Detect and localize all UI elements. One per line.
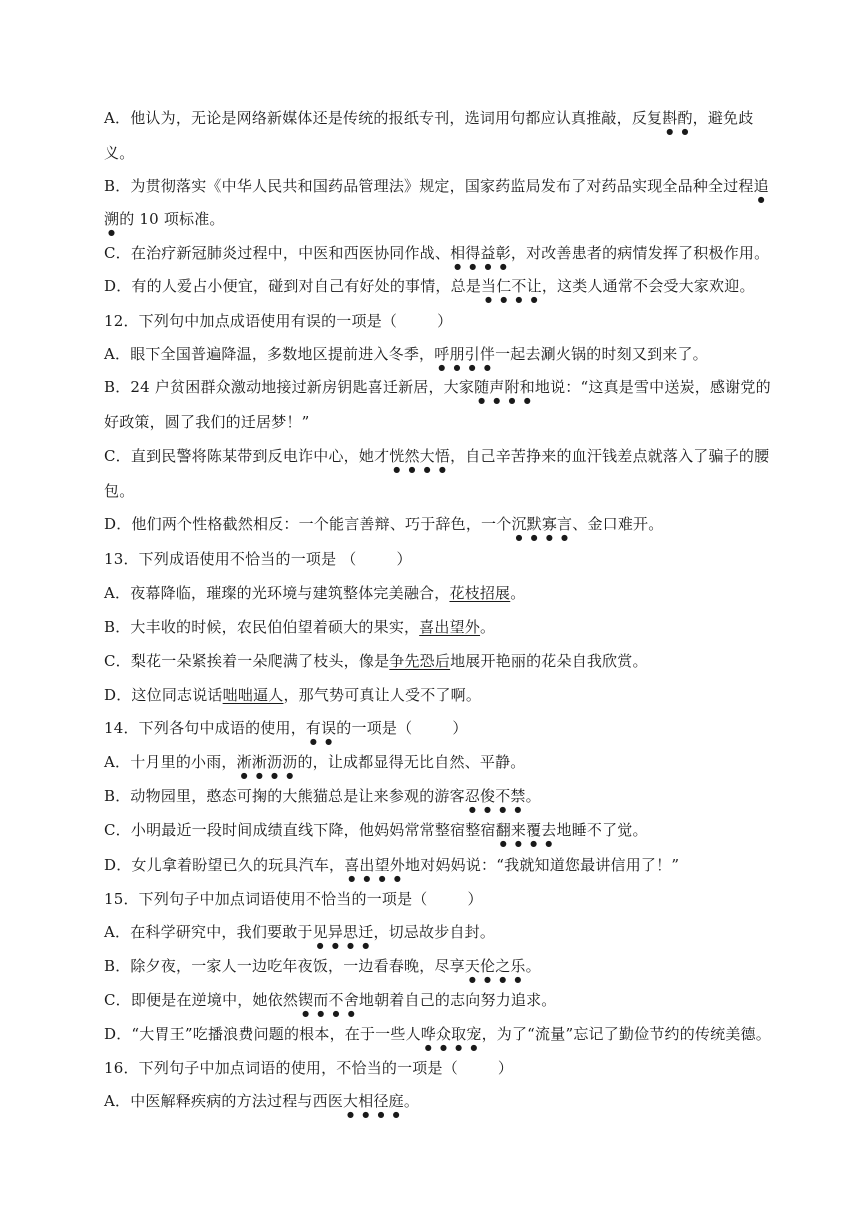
text: 的一项是（ [336, 719, 413, 737]
q14-option-d [104, 855, 679, 883]
text: D．这位同志说话 [104, 686, 223, 704]
dotted-word: 翻来覆去 [495, 821, 557, 839]
text: A．十月里的小雨， [104, 753, 237, 771]
text: 15．下列句子中加点词语使用不恰当的一项是（ [104, 890, 428, 908]
q14-option-c [104, 820, 648, 848]
dotted-word: 有误 [305, 719, 337, 737]
q13-stem [104, 549, 412, 569]
q16-stem [104, 1058, 513, 1078]
text: ，避免歧 [692, 109, 754, 127]
q11-option-a-line2: 义。 [104, 144, 135, 162]
dotted-word: 忍俊不禁 [464, 787, 526, 805]
text: A．他认为，无论是网络新媒体还是传统的报纸专刊，选词用句都应认真推敲，反复 [104, 109, 663, 127]
text: ，为了“流量”忘记了勤俭节约的传统美德。 [481, 1025, 771, 1043]
dotted-word: 大相径庭 [343, 1092, 404, 1110]
text: A．在科学研究中，我们要敢于 [104, 923, 313, 941]
q15-stem [104, 889, 483, 909]
q12-option-c-line2: 包。 [104, 482, 135, 500]
text: 16．下列句子中加点词语的使用，不恰当的一项是（ [104, 1059, 458, 1077]
text: 地朝着自己的志向努力追求。 [358, 991, 557, 1009]
dotted-word: 淅淅沥沥 [236, 753, 298, 771]
text: 。 [403, 1092, 420, 1110]
q12-option-b-line2: 好政策，圆了我们的迁居梦！” [104, 413, 310, 431]
text: B．动物园里，憨态可掬的大熊猫总是让来参观的游客 [104, 787, 465, 805]
dotted-word: 相得益彰 [450, 244, 511, 262]
q13-option-c [104, 651, 648, 671]
text: B．24 户贫困群众激动地接过新房钥匙喜迁新居，大家 [104, 378, 475, 396]
text: C．小明最近一段时间成绩直线下降，他妈妈常常整宿整宿 [104, 821, 496, 839]
dotted-word: 追 [753, 177, 769, 195]
text: 。 [525, 957, 541, 975]
dotted-word: 沉默寡言 [511, 515, 573, 533]
text: C．直到民警将陈某带到反电诈中心，她才 [104, 447, 390, 465]
q12-option-b-line1 [104, 377, 771, 405]
q11-option-b-line2 [104, 209, 225, 237]
text: 地展开艳丽的花朵自我欣赏。 [450, 652, 648, 670]
text: 地对妈妈说：“我就知道您最讲信用了！” [405, 856, 680, 874]
text: 。 [480, 618, 496, 636]
dotted-word: 呼朋引伴 [434, 345, 496, 363]
text: 。 [525, 787, 541, 805]
q13-option-d [104, 685, 481, 705]
q15-option-c [104, 990, 557, 1018]
q11-option-d [104, 276, 755, 304]
text: ） [452, 719, 468, 737]
q15-option-d [104, 1024, 771, 1052]
dotted-word: 当仁不让 [481, 277, 542, 295]
q12-option-c-line1 [104, 446, 769, 474]
q14-option-a [104, 752, 525, 780]
text: ） [497, 1059, 514, 1077]
dotted-word: 随声附和 [474, 378, 535, 396]
q11-option-b-line1 [104, 176, 769, 204]
q13-option-b [104, 617, 495, 637]
text: 。 [510, 584, 526, 602]
q12-option-a [104, 344, 708, 372]
text: D．“大胃王”吃播浪费问题的根本，在于一些人 [104, 1025, 421, 1043]
text: ） [396, 550, 412, 568]
text: C．即便是在逆境中，她依然 [104, 991, 299, 1009]
q15-option-b [104, 956, 541, 984]
text: D．他们两个性格截然相反：一个能言善辩、巧于辞色，一个 [104, 515, 512, 533]
text: ，那气势可真让人受不了啊。 [283, 686, 482, 704]
text: B．大丰收的时候，农民伯伯望着硕大的果实， [104, 618, 420, 636]
text: 地睡不了觉。 [556, 821, 648, 839]
underlined-word: 咄咄逼人 [222, 686, 284, 704]
text: A．中医解释疾病的方法过程与西医 [104, 1092, 344, 1110]
dotted-word: 喜出望外 [344, 856, 406, 874]
text: 、金口难开。 [572, 515, 664, 533]
text: ） [437, 312, 453, 330]
underlined-word: 花枝招展 [449, 584, 511, 602]
q12-stem [104, 311, 452, 331]
text: ） [467, 890, 483, 908]
text: 13．下列成语使用不恰当的一项是 （ [104, 550, 357, 568]
q16-option-a [104, 1091, 419, 1119]
text: 14．下列各句中成语的使用， [104, 719, 306, 737]
dotted-word: 斟酌 [662, 109, 693, 127]
underlined-word: 喜出望外 [419, 618, 481, 636]
q13-option-a [104, 583, 525, 603]
text: C．在治疗新冠肺炎过程中，中医和西医协同作战、 [104, 244, 451, 262]
text: ，切忌故步自封。 [373, 923, 496, 941]
text: 一起去涮火锅的时刻又到来了。 [495, 345, 708, 363]
q14-option-b [104, 786, 541, 814]
q11-option-c [104, 243, 769, 271]
q12-option-d [104, 514, 663, 542]
underlined-word: 争先恐后 [389, 652, 451, 670]
text: A．夜幕降临，璀璨的光环境与建筑整体完美融合， [104, 584, 450, 602]
dotted-word: 哗众取宠 [420, 1025, 482, 1043]
dotted-word: 恍然大悟 [389, 447, 451, 465]
q11-option-a-line1 [104, 108, 753, 136]
text: ，这类人通常不会受大家欢迎。 [541, 277, 755, 295]
text: ，自己辛苦挣来的血汗钱差点就落入了骗子的腰 [450, 447, 770, 465]
dotted-word: 见异思迁 [312, 923, 374, 941]
text: B．除夕夜，一家人一边吃年夜饭，一边看春晚，尽享 [104, 957, 465, 975]
dotted-word: 天伦之乐 [464, 957, 526, 975]
text: C．梨花一朵紧挨着一朵爬满了枝头，像是 [104, 652, 390, 670]
text: A．眼下全国普遍降温，多数地区提前进入冬季， [104, 345, 435, 363]
text: D．女儿拿着盼望已久的玩具汽车， [104, 856, 345, 874]
text: 12．下列句中加点成语使用有误的一项是（ [104, 312, 398, 330]
text: 的 10 项标准。 [119, 210, 225, 228]
text: ，对改善患者的病情发挥了积极作用。 [510, 244, 770, 262]
dotted-word: 溯 [104, 210, 120, 228]
text: B．为贯彻落实《中华人民共和国药品管理法》规定，国家药监局发布了对药品实现全品种全过程 [104, 177, 754, 195]
text: 地说：“这真是雪中送炭，感谢党的 [534, 378, 771, 396]
text: 的，让成都显得无比自然、平静。 [297, 753, 526, 771]
q15-option-a [104, 922, 495, 950]
dotted-word: 锲而不舍 [298, 991, 359, 1009]
text: D．有的人爱占小便宜，碰到对自己有好处的事情，总是 [104, 277, 482, 295]
q14-stem [104, 718, 468, 746]
